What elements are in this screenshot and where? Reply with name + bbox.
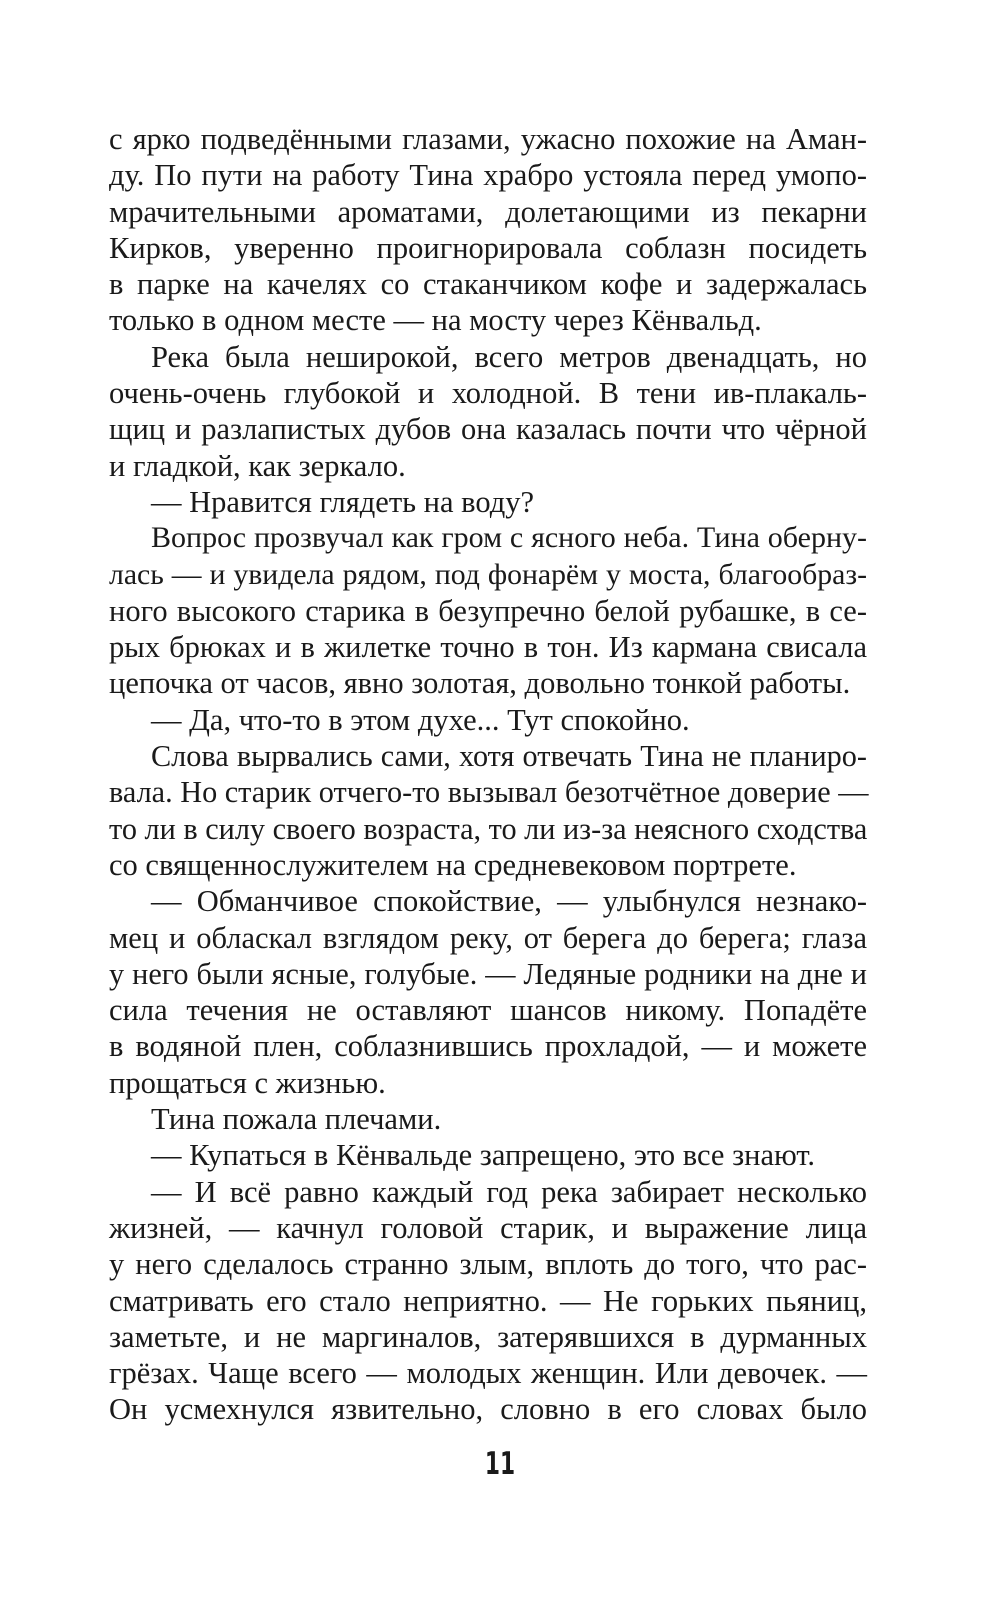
text-line: — Да, что-то в этом духе... Тут спокойно. — [151, 702, 690, 737]
text-line: только в одном месте — на мосту через Кёнвальд. — [109, 303, 762, 338]
page-number: 11 — [484, 1446, 516, 1482]
body-text — [109, 121, 867, 1428]
text-line: рых брюках и в жилетке точно в тон. Из кармана свисала — [109, 630, 867, 665]
text-line: то ли в силу своего возраста, то ли из-за неясного сходства — [109, 811, 868, 846]
text-line: ду. По пути на работу Тина храбро устояла перед умопо- — [109, 158, 867, 193]
text-line: у него были ясные, голубые. — Ледяные родники на дне и — [109, 956, 867, 991]
text-line: заметьте, и не маргиналов, затерявшихся в дурманных — [109, 1319, 867, 1354]
text-line: Тина пожала плечами. — [151, 1102, 442, 1137]
text-line: прощаться с жизнью. — [109, 1065, 386, 1100]
text-line: сматривать его стало неприятно. — Не горьких пьяниц, — [109, 1283, 867, 1318]
text-line: грёзах. Чаще всего — молодых женщин. Или девочек. — — [109, 1356, 867, 1391]
text-line: мрачительными ароматами, долетающими из пекарни — [109, 194, 867, 229]
text-line: — Купаться в Кёнвальде запрещено, это все знают. — [151, 1138, 816, 1173]
text-line: Слова вырвались сами, хотя отвечать Тина не планиро- — [151, 739, 867, 774]
text-line: Он усмехнулся язвительно, словно в его словах было — [109, 1392, 867, 1427]
text-line: Река была неширокой, всего метров двенадцать, но — [151, 339, 867, 374]
text-line: сила течения не оставляют шансов никому. Попадёте — [109, 993, 867, 1028]
text-line: очень-очень глубокой и холодной. В тени ив-плакаль- — [109, 376, 867, 411]
text-line: у него сделалось странно злым, вплоть до того, что рас- — [109, 1247, 867, 1282]
text-line: лась — и увидела рядом, под фонарём у моста, благообраз- — [109, 557, 867, 591]
text-line: и гладкой, как зеркало. — [109, 448, 406, 483]
text-line: — Обманчивое спокойствие, — улыбнулся незнако- — [151, 884, 867, 919]
text-line: щиц и разлапистых дубов она казалась почти что чёрной — [109, 412, 867, 447]
text-line: — Нравится глядеть на воду? — [151, 484, 535, 519]
text-line: ного высокого старика в безупречно белой рубашке, в се- — [109, 593, 867, 628]
text-line: мец и обласкал взглядом реку, от берега до берега; глаза — [109, 920, 867, 955]
text-line: в водяной плен, соблазнившись прохладой, — и можете — [109, 1029, 867, 1064]
text-line: с ярко подведёнными глазами, ужасно похожие на Аман- — [109, 122, 867, 156]
text-line: вала. Но старик отчего-то вызывал безотчётное доверие — — [109, 775, 869, 810]
text-line: со священнослужителем на средневековом портрете. — [109, 847, 797, 882]
text-line: в парке на качелях со стаканчиком кофе и задержалась — [109, 267, 867, 302]
text-line: Кирков, уверенно проигнорировала соблазн посидеть — [109, 230, 867, 265]
text-line: цепочка от часов, явно золотая, довольно тонкой работы. — [109, 666, 851, 701]
text-line: — И всё равно каждый год река забирает несколько — [151, 1174, 867, 1209]
text-line: жизней, — качнул головой старик, и выражение лица — [109, 1210, 867, 1245]
text-line: Вопрос прозвучал как гром с ясного неба. Тина обернy- — [151, 521, 867, 555]
